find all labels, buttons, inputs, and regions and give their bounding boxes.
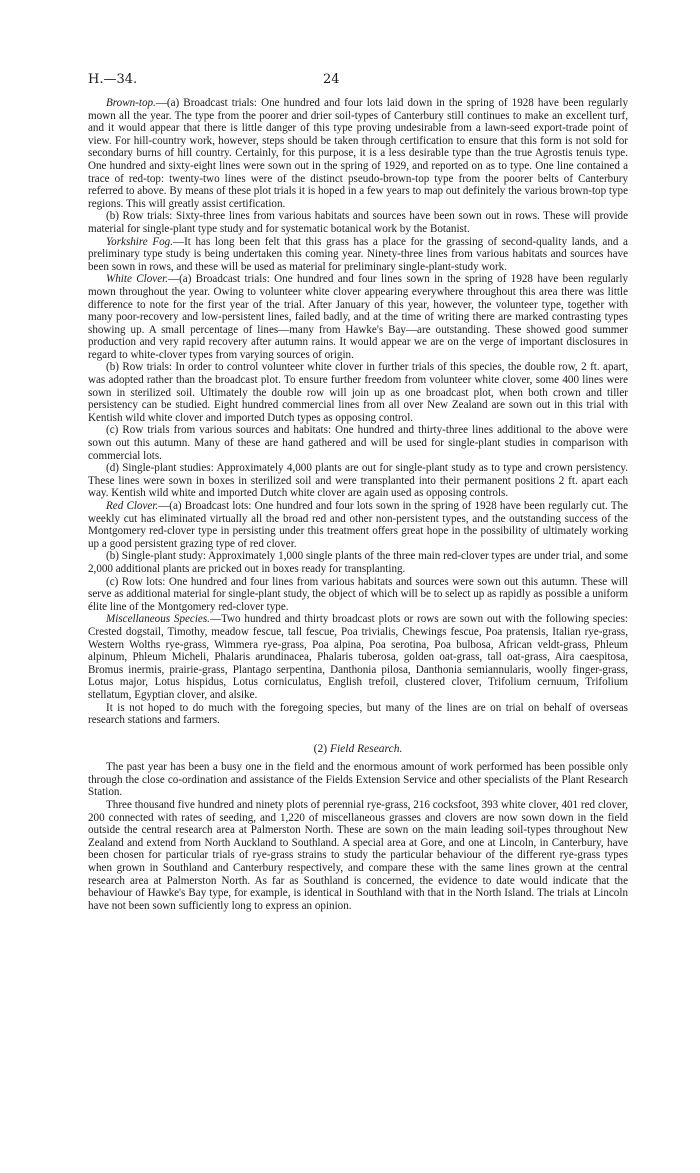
section-number: (2) [313, 742, 328, 755]
paragraph-white-clover-single-plant [88, 462, 628, 500]
paragraph-text: —It has long been felt that this grass has a place for the grassing of second-quality lands, and a preliminary type study is being undertaken this coming year. Ninety-three lines from various habitats and sources have been sown in rows, and these will be used as material for preliminary single-plant-study work. [88, 235, 628, 273]
document-body [88, 97, 628, 912]
paragraph-red-clover-rows [88, 576, 628, 614]
paragraph-red-clover [88, 500, 628, 550]
paragraph-lead: Red Clover. [106, 500, 159, 512]
paragraph-brown-top-rows [88, 210, 628, 235]
paragraph-lead: White Clover. [106, 273, 168, 286]
paragraph-text: —(a) Broadcast trials: One hundred and four lines sown in the spring of 1928 have been regularly mown throughout the year. Owing to volunteer white clover appearing everywhere throughout this area there was little difference to note for the first year of the trial. After January of this year, however, the volunteer type, together with many poor-recovery and low-persistent lines, failed badly, and at the time of writing there are marked contrasting types showing up. A small percentage of lines—many from Hawke's Bay—are outstanding. These showed good summer production and very rapid recovery after autumn rains. It would appear we are on the verge of important disclosures in regard to white-clover types from varying sources of origin. [88, 273, 629, 361]
document-reference: H.—34. [88, 72, 138, 87]
paragraph-text: —Two hundred and thirty broadcast plots or rows are sown out with the following species: Crested dogstail, Timothy, meadow fescue, tall fescue, Poa trivialis, Chewings fescue, Poa pratensis, Italian rye-grass, Western Wolths rye-grass, Wimmera rye-grass, Poa alpina, Poa serotina, Poa bulbosa, African veldt-grass, Phleum alpinum, Phleum Micheli, Phalaris arundinacea, Phalaris tuberosa, golden oat-grass, tall oat-grass, Aira caespitosa, Bromus inermis, prairie-grass, Plantago serpentina, Danthonia pilosa, Danthonia semiannularis, woolly finger-grass, Lotus major, Lotus hispidus, Lotus corniculatus, English trefoil, clustered clover, Trifolium cernuum, Trifolium stellatum, Egyptian clover, and alsike. [88, 613, 628, 701]
paragraph-text: (b) Row trials: Sixty-three lines from various habitats and sources have been sown out in rows. These will provide material for single-plant type study and for systematic botanical work by the Botanist. [88, 210, 628, 235]
paragraph-text: It is not hoped to do much with the foregoing species, but many of the lines are on trial on behalf of overseas research stations and farmers. [88, 701, 628, 727]
page-number: 24 [323, 72, 340, 87]
paragraph-text: Three thousand five hundred and ninety plots of perennial rye-grass, 216 cocksfoot, 393 white clover, 401 red clover, 200 connected with rates of seeding, and 1,220 of miscellaneous grasses and clovers are now sown down in the field outside the central research area at Palmerston North. These are sown on the main leading soil-types throughout New Zealand and extend from North Auckland to Southland. A special area at Gore, and one at Lincoln, in Canterbury, have been chosen for particular trials of rye-grass strains to study the particular behaviour of the different rye-grass types when grown in Southland and Canterbury respectively, and compare these with the same lines grown at the central research area at Palmerston North. As far as Southland is concerned, the evidence to date would indicate that the behaviour of Hawke's Bay type, for example, is identical in Southland with that in the North Island. The trials at Lincoln have not been sown sufficiently long to express an opinion. [88, 799, 628, 912]
paragraph-text: (b) Row trials: In order to control volunteer white clover in further trials of this species, the double row, 2 ft. apart, was adopted rather than the broadcast plot. To ensure further freedom from volunteer white clover, some 400 lines were sown in sterilized soil. Ultimately the double row will join up as one broadcast plot, when both crown and tiller persistency can be studied. Eight hundred commercial lines from all over New Zealand are sown out in this trial with Kentish wild white clover and imported Dutch types as opposing control. [88, 361, 628, 424]
paragraph-yorkshire-fog [88, 236, 628, 274]
paragraph-field-research-plots [88, 799, 628, 912]
paragraph-white-clover-sources [88, 424, 628, 462]
paragraph-white-clover-rows [88, 361, 628, 424]
paragraph-text: (b) Single-plant study: Approximately 1,000 single plants of the three main red-clover types are under trial, and some 2,000 additional plants are pricked out in boxes ready for transplanting. [88, 550, 628, 575]
section-heading [88, 743, 628, 756]
paragraph-lead: Miscellaneous Species. [106, 613, 210, 626]
paragraph-text: (d) Single-plant studies: Approximately 4,000 plants are out for single-plant study as to type and crown persistency. These lines were sown in boxes in sterilized soil and were transplanted into their permanent positions 2 ft. apart each way. Kentish wild white and imported Dutch white clover are again used as opposing controls. [88, 462, 628, 500]
paragraph-brown-top [88, 97, 628, 210]
paragraph-text: —(a) Broadcast lots: One hundred and four lots sown in the spring of 1928 have been regularly cut. The weekly cut has eliminated virtually all the broad red and other non-persistent types, and the outstanding success of the Montgomery red-clover type in persisting under this treatment offers great hope in the possibility of ultimately working up a good persistent grazing type of red clover. [88, 500, 628, 550]
paragraph-white-clover [88, 273, 628, 361]
paragraph-text: The past year has been a busy one in the field and the enormous amount of work performed has been possible only through the close co-ordination and assistance of the Fields Extension Service and other specialists of the Plant Research Station. [88, 761, 628, 799]
paragraph-lead: Brown-top. [106, 97, 156, 109]
page-header [88, 72, 628, 92]
paragraph-overseas-trials [88, 702, 628, 727]
paragraph-lead: Yorkshire Fog. [106, 235, 173, 248]
paragraph-text: (c) Row trials from various sources and habitats: One hundred and thirty-three lines additional to the above were sown out this autumn. Many of these are hand gathered and will be used for single-plant studies in comparison with commercial lots. [88, 424, 628, 462]
paragraph-field-research-intro [88, 761, 628, 799]
section-title: Field Research. [329, 742, 403, 755]
paragraph-text: (c) Row lots: One hundred and four lines from various habitats and sources were sown out this autumn. These will serve as additional material for single-plant study, the object of which will be to select up as rapidly as possible a uniform élite line of the Montgomery red-clover type. [88, 575, 628, 613]
paragraph-red-clover-single-plant [88, 550, 628, 575]
paragraph-text: —(a) Broadcast trials: One hundred and four lots laid down in the spring of 1928 have been regularly mown all the year. The type from the poorer and drier soil-types of Canterbury still continues to make an excellent turf, and it would appear that there is little danger of this type proving undesirable from a lawn-seed export-trade point of view. For hill-country work, however, steps should be taken through certification to ensure that this form is not sold for secondary burns of hill country. Certainly, for this purpose, it is a less desirable type than the true Agrostis tenuis type. One hundred and sixty-eight lines were sown out in the spring of 1929, and reported on as to type. One line contained a trace of red-top: twenty-two lines were of the distinct pseudo-brown-top type from the poorer belts of Canterbury referred to above. By means of these plot trials it is hoped in a few years to map out definitely the various brown-top type regions. This will greatly assist certification. [88, 97, 628, 210]
paragraph-miscellaneous-species [88, 613, 628, 701]
